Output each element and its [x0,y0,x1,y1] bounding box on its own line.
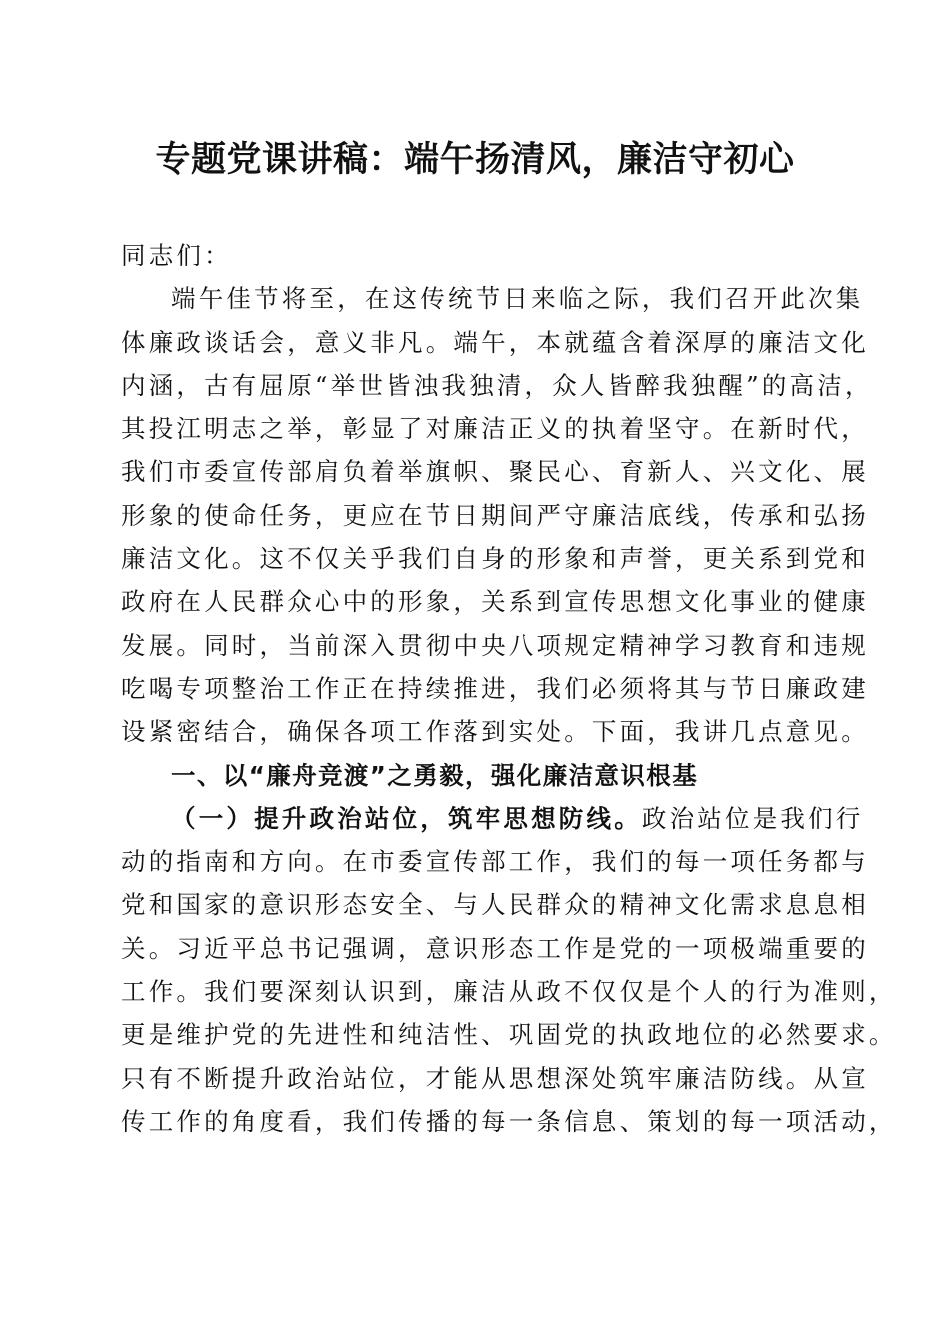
paragraph-line: 动的指南和方向。在市委宣传部工作，我们的每一项任务都与 [121,847,869,877]
paragraph-line: 我们市委宣传部肩负着举旗帜、聚民心、育新人、兴文化、展 [121,457,869,487]
paragraph-line: 廉洁文化。这不仅关乎我们自身的形象和声誉，更关系到党和 [121,544,869,574]
paragraph-line: 设紧密结合，确保各项工作落到实处。下面，我讲几点意见。 [121,717,869,747]
paragraph-line: 关。习近平总书记强调，意识形态工作是党的一项极端重要的 [121,933,869,963]
subsection-first-line-rest: 政治站位是我们行 [641,803,864,833]
section-heading: 一、以“廉舟竞渡”之勇毅，强化廉洁意识根基 [171,760,699,790]
document-body [121,234,897,1143]
paragraph-line: 吃喝专项整治工作正在持续推进，我们必须将其与节日廉政建 [121,673,869,703]
paragraph-line: 发展。同时，当前深入贯彻中央八项规定精神学习教育和违规 [121,630,869,660]
paragraph-line: 内涵，古有屈原“举世皆浊我独清，众人皆醉我独醒”的高洁， [121,370,873,400]
paragraph-line: 只有不断提升政治站位，才能从思想深处筑牢廉洁防线。从宣 [121,1063,869,1093]
paragraph-line: 工作。我们要深刻认识到，廉洁从政不仅仅是个人的行为准则， [121,977,897,1007]
paragraph-line: 党和国家的意识形态安全、与人民群众的精神文化需求息息相 [121,890,869,920]
salutation: 同志们： [121,241,232,270]
paragraph-line: 形象的使命任务，更应在节日期间严守廉洁底线，传承和弘扬 [121,500,869,530]
paragraph-line: 更是维护党的先进性和纯洁性、巩固党的执政地位的必然要求。 [121,1020,897,1050]
paragraph-line: 体廉政谈话会，意义非凡。端午，本就蕴含着深厚的廉洁文化 [121,327,869,357]
paragraph-1 [121,277,873,753]
subsection-lead: （一）提升政治站位，筑牢思想防线。 [171,803,642,833]
paragraph-line: 其投江明志之举，彰显了对廉洁正义的执着坚守。在新时代， [121,414,869,444]
subsection-first-line [121,797,864,840]
paragraph-line: 传工作的角度看，我们传播的每一条信息、策划的每一项活动， [121,1106,897,1136]
subsection-1 [121,797,897,1143]
page-title: 专题党课讲稿：端午扬清风，廉洁守初心 [155,139,795,180]
paragraph-line: 政府在人民群众心中的形象，关系到宣传思想文化事业的健康 [121,587,869,617]
paragraph-line: 端午佳节将至，在这传统节日来临之际，我们召开此次集 [171,284,864,314]
